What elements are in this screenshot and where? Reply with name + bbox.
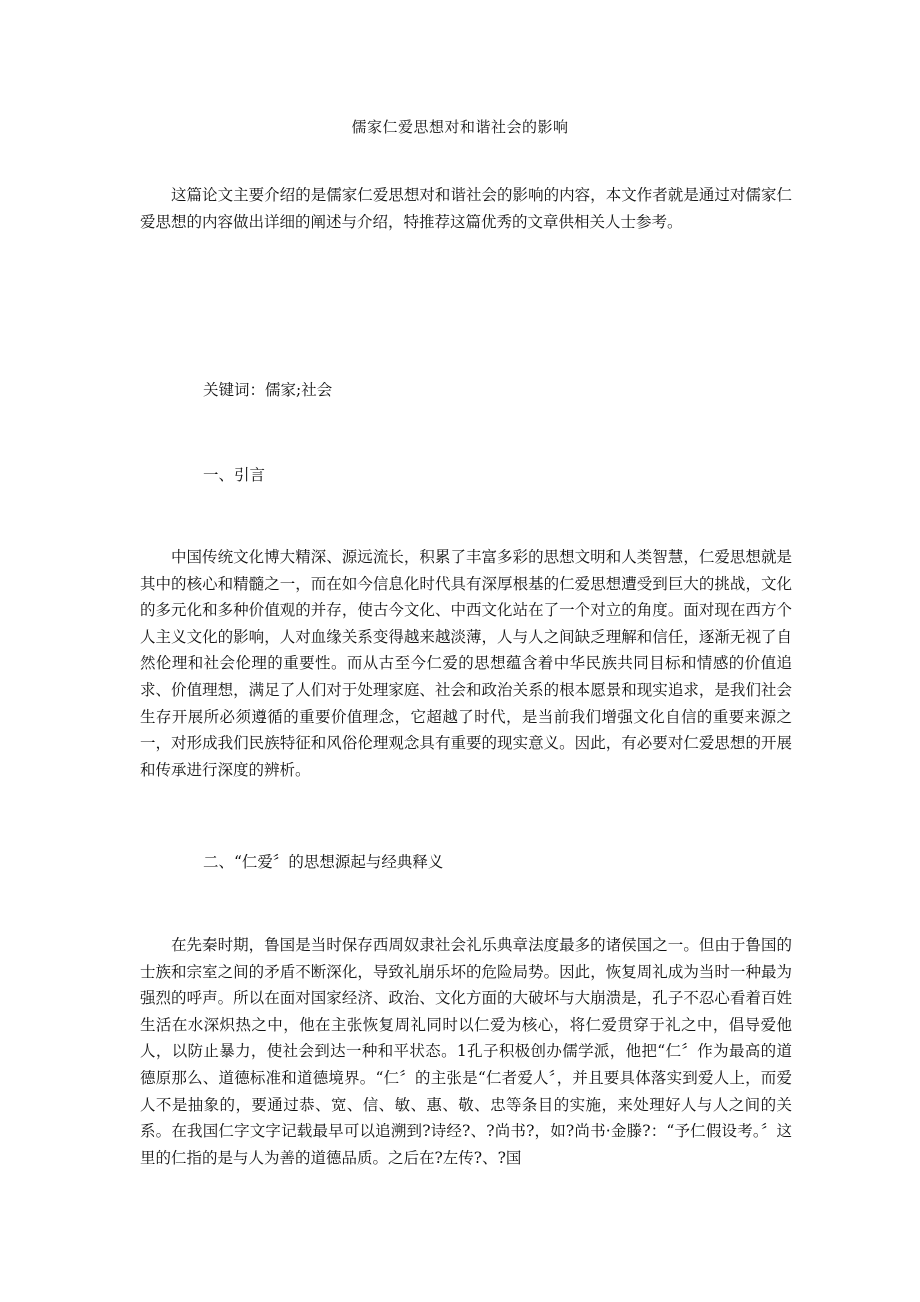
section-body-origins: 在先秦时期，鲁国是当时保存西周奴隶社会礼乐典章法度最多的诸侯国之一。但由于鲁国的士族和宗室之间的矛盾不断深化，导致礼崩乐坏的危险局势。因此，恢复周礼成为当时一种最为强烈的呼声。所以在面对国家经济、政治、文化方面的大破坏与大崩溃是，孔子不忍心看着百姓生活在水深炽热之中，他在主张恢复周礼同时以仁爱为核心，将仁爱贯穿于礼之中，倡导爱他人，以防止暴力，使社会到达一种和平状态。1孔子积极创办儒学派，他把“仁〞作为最高的道德原那么、道德标准和道德境界。“仁〞的主张是“仁者爱人〞，并且要具体落实到爱人上，而爱人不是抽象的，要通过恭、宽、信、敏、惠、敬、忠等条目的实施，来处理好人与人之间的关系。在我国仁字文字记载最早可以追溯到?诗经?、?尚书?，如?尚书·金滕?：“予仁假设考。〞这里的仁指的是与人为善的道德品质。之后在?左传?、?国 — [140, 936, 792, 1167]
document-title: 儒家仁爱思想对和谐社会的影响 — [351, 118, 569, 136]
keywords-line: 关键词：儒家;社会 — [203, 381, 333, 399]
abstract-paragraph: 这篇论文主要介绍的是儒家仁爱思想对和谐社会的影响的内容，本文作者就是通过对儒家仁爱思想的内容做出详细的阐述与介绍，特推荐这篇优秀的文章供相关人士参考。 — [140, 186, 792, 231]
section-heading-origins: 二、“仁爱〞的思想源起与经典释义 — [203, 853, 444, 871]
section-heading-introduction: 一、引言 — [203, 466, 266, 484]
section-body-introduction: 中国传统文化博大精深、源远流长，积累了丰富多彩的思想文明和人类智慧，仁爱思想就是其中的核心和精髓之一，而在如今信息化时代具有深厚根基的仁爱思想遭受到巨大的挑战，文化的多元化和多种价值观的并存，使古今文化、中西文化站在了一个对立的角度。面对现在西方个人主义文化的影响，人对血缘关系变得越来越淡薄，人与人之间缺乏理解和信任，逐渐无视了自然伦理和社会伦理的重要性。而从古至今仁爱的思想蕴含着中华民族共同目标和情感的价值追求、价值理想，满足了人们对于处理家庭、社会和政治关系的根本愿景和现实追求，是我们社会生存开展所必须遵循的重要价值理念，它超越了时代，是当前我们增强文化自信的重要来源之一，对形成我们民族特征和风俗伦理观念具有重要的现实意义。因此，有必要对仁爱思想的开展和传承进行深度的辨析。 — [140, 548, 792, 779]
